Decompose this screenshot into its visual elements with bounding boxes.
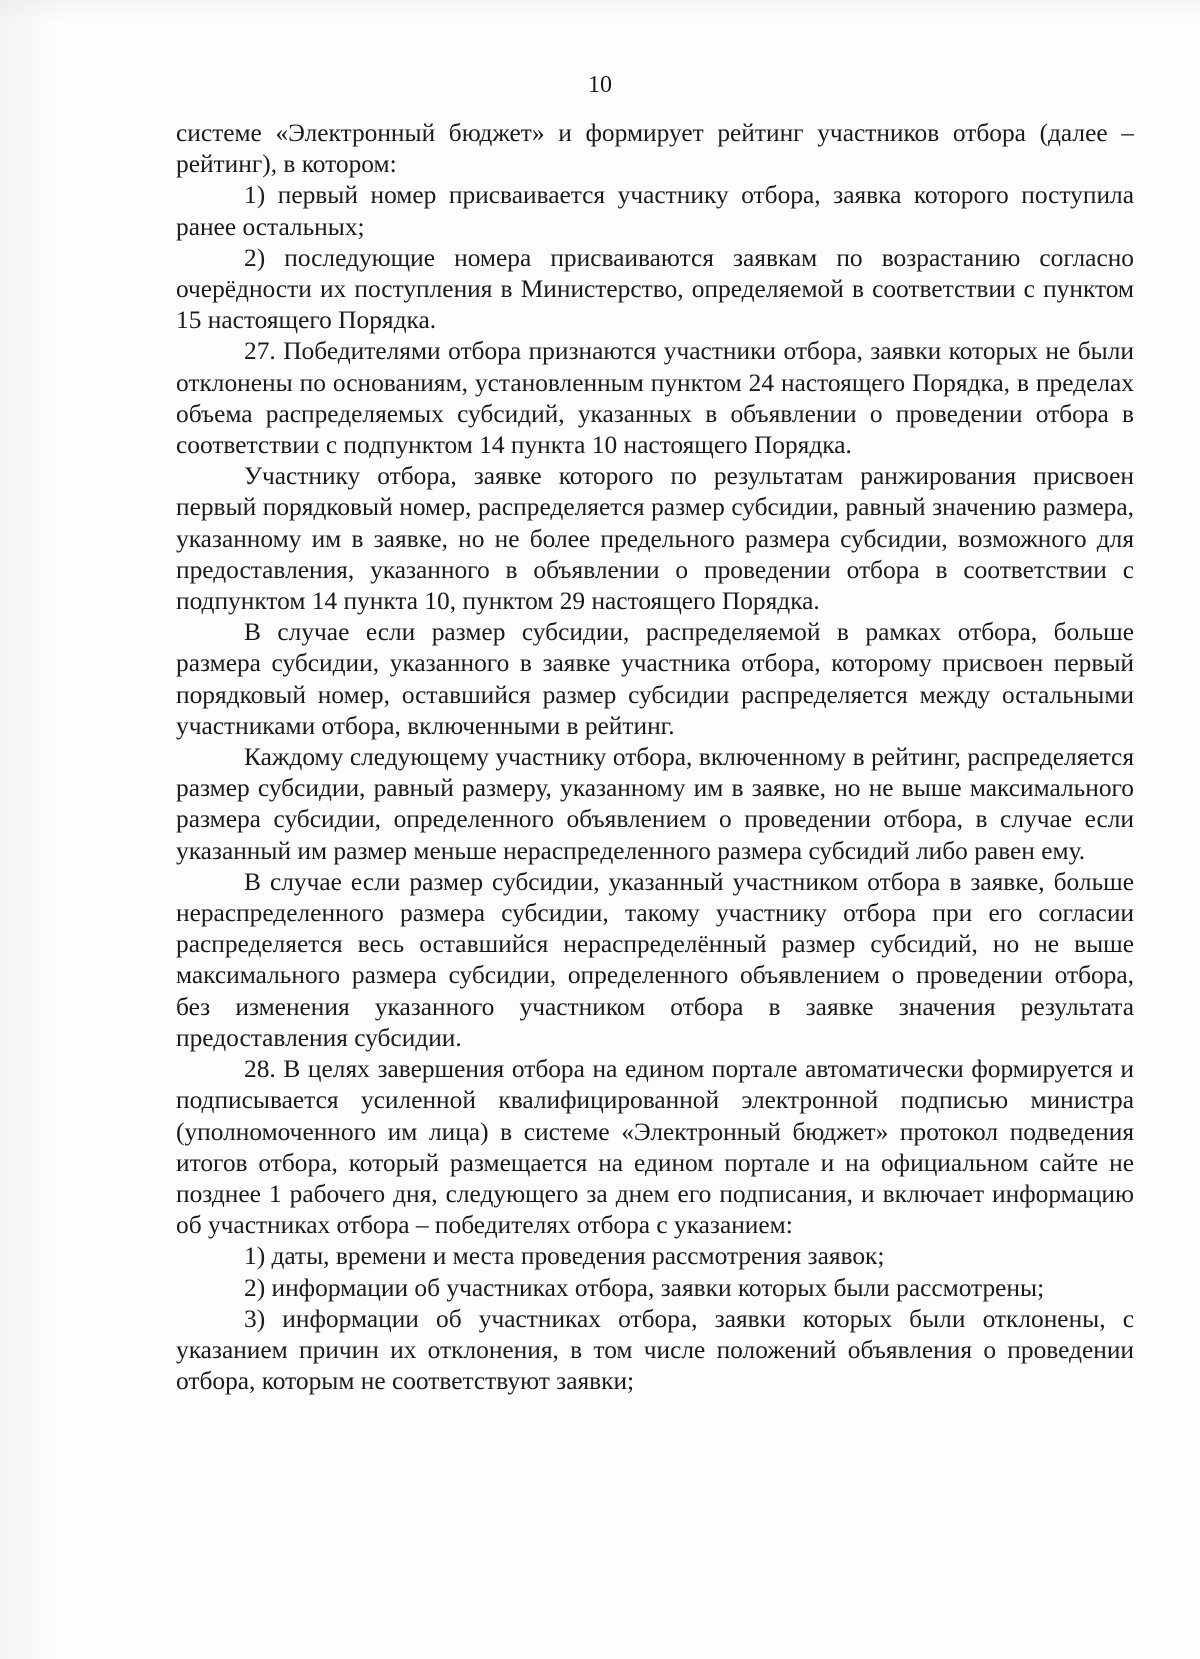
page-number: 10 [588, 72, 612, 98]
paragraph-exceeding-amount: В случае если размер субсидии, указанный участником отбора в заявке, больше нераспределенного размера субсидии, такому участнику отбора при его согласии распределяется весь оставшийся нераспределённый размер субсидий, но не выше максимального размера субсидии, определенного объявлением о проведении отбора, без изменения указанного участником отбора в заявке значения результата предоставления субсидии. [176, 867, 1134, 1052]
paragraph-item-2: 2) последующие номера присваиваются заявкам по возрастанию согласно очерёдности их поступления в Министерство, определяемой в соответствии с пунктом 15 настоящего Порядка. [176, 243, 1134, 335]
paragraph-continuation: системе «Электронный бюджет» и формирует рейтинг участников отбора (далее – рейтинг), в котором: [176, 119, 1134, 179]
paragraph-remaining-distribution: В случае если размер субсидии, распределяемой в рамках отбора, больше размера субсидии, указанного в заявке участника отбора, которому присвоен первый порядковый номер, оставшийся размер субсидии распределяется между остальными участниками отбора, включенными в рейтинг. [176, 618, 1134, 740]
scan-top-shadow [0, 0, 1200, 24]
paragraph-protocol-item-1: 1) даты, времени и места проведения рассмотрения заявок; [244, 1242, 885, 1271]
scan-edge-shadow [0, 0, 60, 1659]
paragraph-first-participant: Участнику отбора, заявке которого по результатам ранжирования присвоен первый порядковый номер, распределяется размер субсидии, равный значению размера, указанному им в заявке, но не более предельного размера субсидии, возможного для предоставления, указанного в объявлении о проведении отбора в соответствии с подпунктом 14 пункта 10, пунктом 29 настоящего Порядка. [176, 462, 1134, 616]
paragraph-protocol-item-2: 2) информации об участниках отбора, заявки которых были рассмотрены; [244, 1273, 1045, 1302]
paragraph-protocol-item-3: 3) информации об участниках отбора, заявки которых были отклонены, с указанием причин их отклонения, в том числе положений объявления о проведении отбора, которым не соответствуют заявки; [176, 1304, 1134, 1396]
paragraph-next-participant: Каждому следующему участнику отбора, включенному в рейтинг, распределяется размер субсидии, равный размеру, указанному им в заявке, но не выше максимального размера субсидии, определенного объявлением о проведении отбора, в случае если указанный им размер меньше нераспределенного размера субсидий либо равен ему. [176, 743, 1134, 865]
document-body [176, 118, 1134, 1397]
paragraph-clause-27: 27. Победителями отбора признаются участники отбора, заявки которых не были отклонены по основаниям, установленным пунктом 24 настоящего Порядка, в пределах объема распределяемых субсидий, указанных в объявлении о проведении отбора в соответствии с подпунктом 14 пункта 10 настоящего Порядка. [176, 337, 1134, 460]
paragraph-clause-28: 28. В целях завершения отбора на едином портале автоматически формируется и подписывается усиленной квалифицированной электронной подписью министра (уполномоченного им лица) в системе «Электронный бюджет» протокол подведения итогов отбора, который размещается на едином портале и на официальном сайте не позднее 1 рабочего дня, следующего за днем его подписания, и включает информацию об участниках отбора – победителях отбора с указанием: [176, 1055, 1134, 1240]
paragraph-item-1: 1) первый номер присваивается участнику отбора, заявка которого поступила ранее остальных; [176, 181, 1134, 241]
